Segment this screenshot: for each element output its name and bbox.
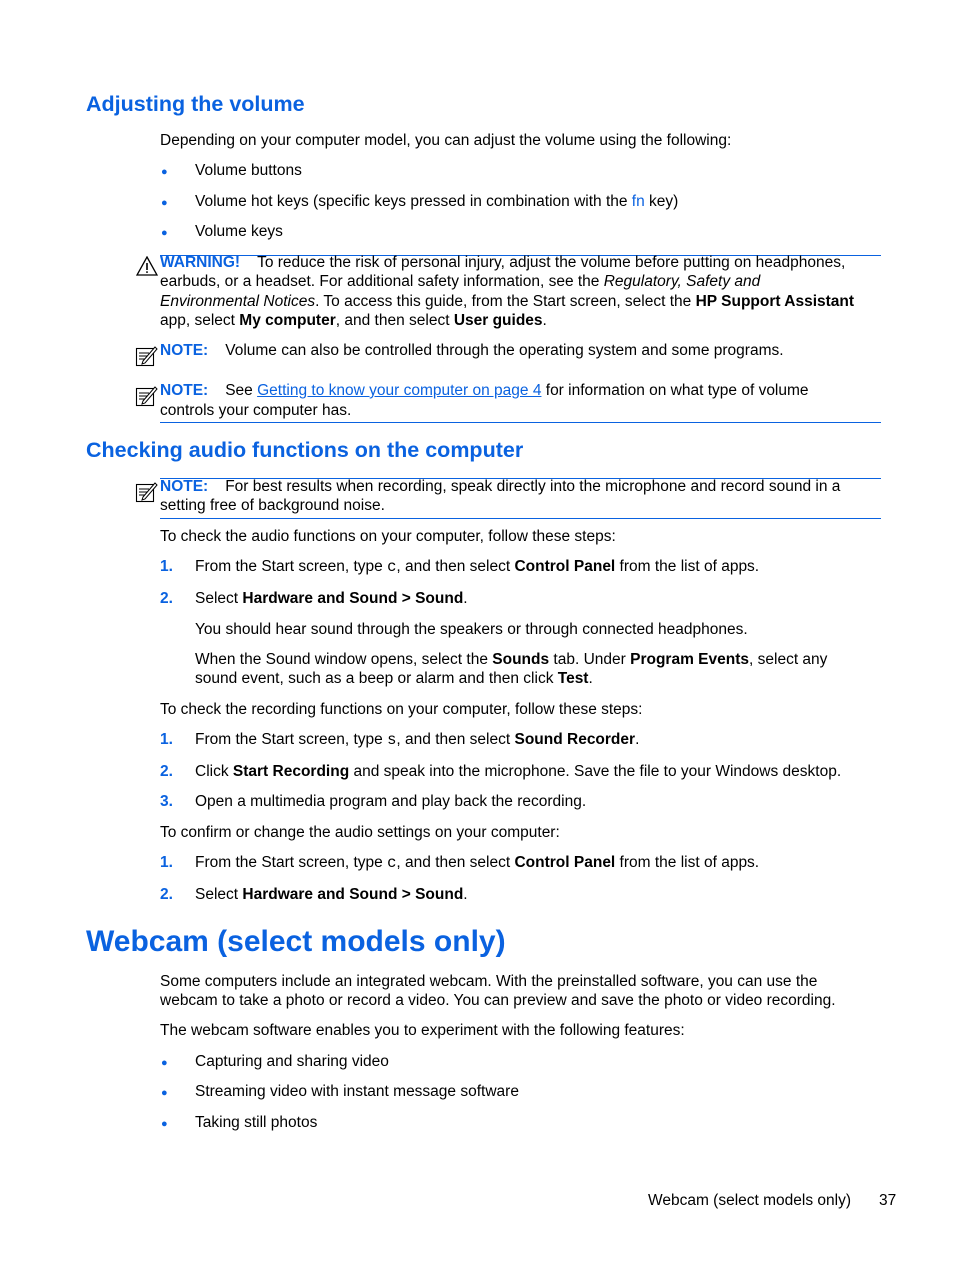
note-volume-os: NOTE: Volume can also be controlled through the operating system and some programs. (160, 342, 784, 359)
bullet-dot: ● (161, 197, 168, 209)
warning-line-1: WARNING! To reduce the risk of personal injury, adjust the volume before putting on headphones, (160, 254, 846, 271)
step-text: Select Hardware and Sound > Sound. (195, 886, 468, 903)
list-item: Volume hot keys (specific keys pressed in combination with the fn key) (195, 193, 679, 210)
note-bottom-rule (160, 518, 881, 519)
note-label: NOTE: (160, 342, 209, 359)
note-label: NOTE: (160, 382, 209, 399)
webcam-para-1-line-2: webcam to take a photo or record a video. You can preview and save the photo or video recording. (160, 992, 836, 1009)
list-item: Taking still photos (195, 1114, 318, 1131)
note-pencil-icon (135, 480, 159, 504)
step-number: 3. (160, 793, 173, 810)
warning-label: WARNING! (160, 254, 241, 271)
step-text: Select Hardware and Sound > Sound. (195, 590, 468, 607)
bullet-dot: ● (161, 1087, 168, 1099)
step-number: 1. (160, 854, 173, 871)
heading-adjusting-volume: Adjusting the volume (86, 92, 305, 116)
note-pencil-icon (135, 344, 159, 368)
note-see-line-2: controls your computer has. (160, 402, 352, 419)
audio-intro-1: To check the audio functions on your computer, follow these steps: (160, 528, 616, 545)
step-number: 2. (160, 886, 173, 903)
step-text: Open a multimedia program and play back the recording. (195, 793, 587, 810)
note-see-link: NOTE: See Getting to know your computer on page 4 for information on what type of volume (160, 382, 809, 399)
volume-intro: Depending on your computer model, you can adjust the volume using the following: (160, 132, 732, 149)
bullet-dot: ● (161, 1118, 168, 1130)
note-recording: NOTE: For best results when recording, speak directly into the microphone and record sound in a (160, 478, 841, 495)
step-2-para-2-line-2: sound event, such as a beep or alarm and then click Test. (195, 670, 593, 687)
step-text: From the Start screen, type c, and then select Control Panel from the list of apps. (195, 558, 760, 576)
heading-webcam: Webcam (select models only) (86, 925, 506, 958)
bullet-dot: ● (161, 1057, 168, 1069)
step-number: 2. (160, 763, 173, 780)
fn-key-label: fn (631, 193, 645, 210)
note-label: NOTE: (160, 478, 209, 495)
step-text: From the Start screen, type c, and then select Control Panel from the list of apps. (195, 854, 760, 872)
footer-title: Webcam (select models only) (648, 1192, 852, 1209)
webcam-para-1-line-1: Some computers include an integrated webcam. With the preinstalled software, you can use the (160, 973, 818, 990)
step-number: 2. (160, 590, 173, 607)
heading-checking-audio: Checking audio functions on the computer (86, 438, 524, 462)
audio-intro-3: To confirm or change the audio settings on your computer: (160, 824, 560, 841)
page-number: 37 (879, 1192, 897, 1209)
list-item: Volume keys (195, 223, 283, 240)
step-2-para-1: You should hear sound through the speakers or through connected headphones. (195, 621, 748, 638)
note-pencil-icon (135, 384, 159, 408)
note-bottom-rule (160, 422, 881, 423)
warning-line-3: Environmental Notices. To access this guide, from the Start screen, select the HP Support Assistant (160, 293, 855, 310)
bullet-dot: ● (161, 166, 168, 178)
note-recording-line-2: setting free of background noise. (160, 497, 385, 514)
getting-to-know-link[interactable]: Getting to know your computer on page 4 (257, 382, 542, 399)
warning-line-4: app, select My computer, and then select User guides. (160, 312, 547, 329)
warning-line-2: earbuds, or a headset. For additional safety information, see the Regulatory, Safety and (160, 273, 761, 290)
webcam-para-2: The webcam software enables you to experiment with the following features: (160, 1022, 685, 1039)
list-item: Streaming video with instant message software (195, 1083, 519, 1100)
step-number: 1. (160, 731, 173, 748)
list-item: Capturing and sharing video (195, 1053, 389, 1070)
step-text: Click Start Recording and speak into the microphone. Save the file to your Windows desktop. (195, 763, 842, 780)
warning-triangle-icon (136, 256, 158, 276)
bullet-dot: ● (161, 227, 168, 239)
step-2-para-2: When the Sound window opens, select the Sounds tab. Under Program Events, select any (195, 651, 828, 668)
list-item: Volume buttons (195, 162, 302, 179)
step-text: From the Start screen, type s, and then select Sound Recorder. (195, 731, 640, 749)
step-number: 1. (160, 558, 173, 575)
audio-intro-2: To check the recording functions on your computer, follow these steps: (160, 701, 643, 718)
